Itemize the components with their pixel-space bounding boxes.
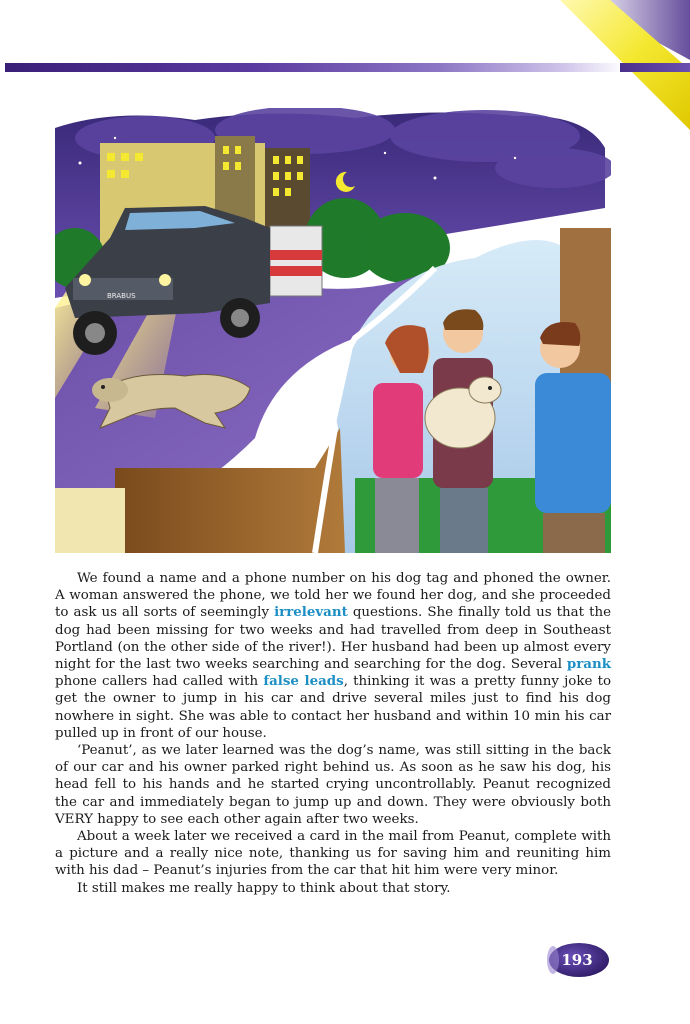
header-gradient-bar [5, 63, 625, 72]
story-text [55, 570, 611, 897]
story-paragraph: ‘Peanut’, as we later learned was the dog’s name, was still sitting in the back of our car and his owner parked right behind us. As soon as he saw his dog, his head fell to his hands and he started crying uncontrollably. Peanut recognized the car and immediately began to jump up and down. They were obviously both VERY happy to see each other again after two weeks. [55, 743, 611, 827]
paragraph-text: phone callers had called with [55, 674, 264, 690]
story-paragraph: It still makes me really happy to think about that story. [77, 880, 451, 896]
car-plate: BRABUS [107, 292, 136, 300]
vocab-keyword: irrelevant [274, 604, 348, 621]
light-panel [55, 488, 125, 553]
header-bar-end [620, 63, 690, 72]
vocab-keyword: false leads [263, 673, 344, 690]
paragraph-text: , thinking it was a pretty funny joke to get the owner to jump in his car and drive several miles just to find his dog nowhere in sight. She was able to contact her husband and within 10 min his car pulled up in front of our house. [55, 674, 612, 741]
story-illustration [55, 108, 611, 553]
vocab-keyword: prank [566, 656, 611, 673]
story-paragraph: About a week later we received a card in the mail from Peanut, complete with a picture and a really nice note, thanking us for saving him and reuniting him with his dad – Peanut’s injuries from the car that hit him were very minor. [55, 829, 611, 879]
story-paragraph [55, 570, 611, 742]
page-number: 193 [561, 951, 593, 969]
paragraph-text: questions. She finally told us that the dog had been missing for two weeks and had travelled from deep in Southeast Portland (on the other side of the river!). Her husband had been up almost every night for the last two weeks searching and searching for the dog. Several [55, 605, 611, 673]
paragraph-text: We found a name and a phone number on his dog tag and phoned the owner. A woman answered the phone, we told her we found her dog, and she proceeded to ask us all sorts of seemingly [55, 571, 611, 621]
